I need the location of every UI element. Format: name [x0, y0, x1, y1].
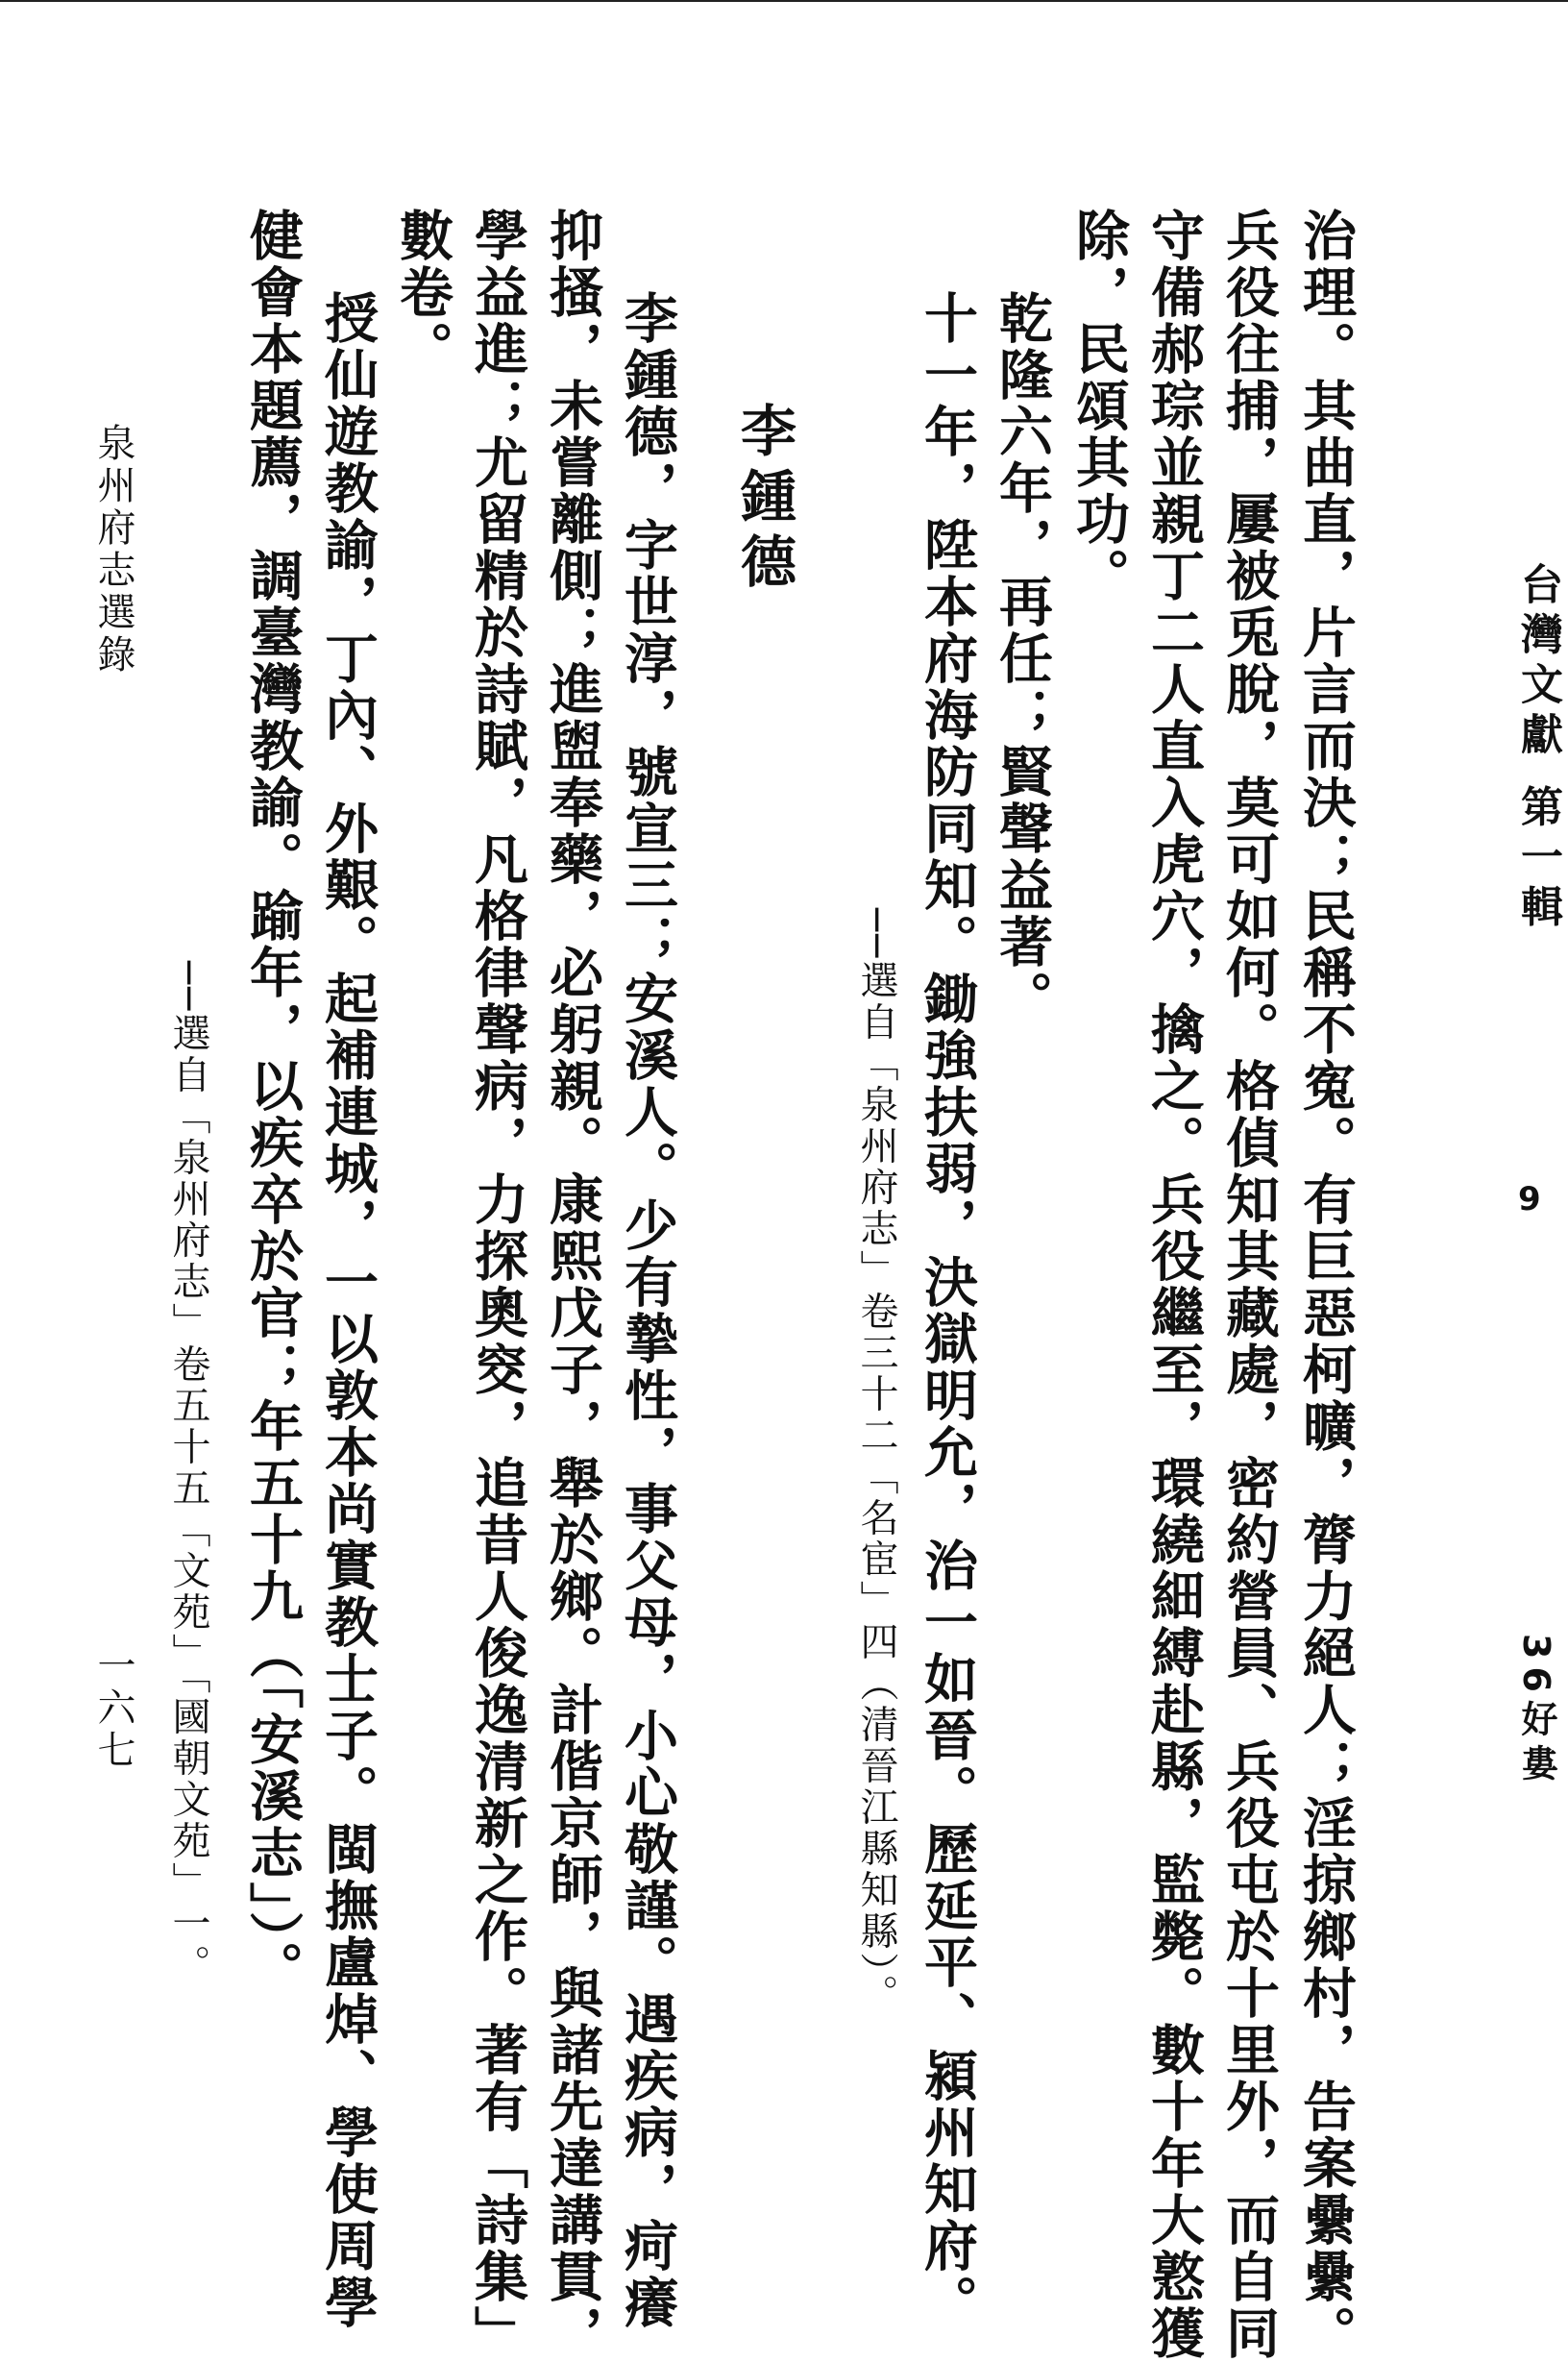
citation-1: ──選自「泉州府志」卷三十二「名宦」四（清晉江縣知縣）。 [854, 908, 898, 2016]
text-column-2: 兵役往捕，屢被兎脫，莫可如何。格偵知其藏處，密約營員、兵役屯於十里外，而自同 [1217, 208, 1281, 2362]
text-column-6: 十一年，陞本府海防同知。鋤強扶弱，決獄明允，治一如晉。歷延平、潁州知府。 [916, 290, 979, 2331]
bio-column-6: 健會本題薦，調臺灣教諭。踰年，以疾卒於官；年五十九（「安溪志」）。 [241, 208, 305, 1998]
top-rule [0, 0, 1568, 2]
bio-column-1: 李鍾德，字世淳，號宣三；安溪人。少有摯性，事父母，小心敬謹。遇疾病，疴癢 [616, 290, 679, 2331]
bio-column-5: 授仙遊教諭，丁內、外艱。起補連城，一以敦本尚實教士子。閩撫盧焯、學使周學 [316, 290, 380, 2331]
citation-2: ──選自「泉州府志」卷五十五「文苑」「國朝文苑」一。 [166, 961, 210, 1986]
book-title: 泉州府志選錄 [91, 423, 135, 677]
text-column-3: 守備郝琮並親丁二人直入虎穴，擒之。兵役繼至，環繞細縛赴縣，監斃。數十年大憝獲 [1142, 208, 1206, 2362]
volume-mark: 9 [1518, 1180, 1541, 1218]
page-number: 一六七 [91, 1645, 135, 1772]
text-column-5: 乾隆六年，再任；賢聲益著。 [991, 290, 1054, 1027]
bio-column-3: 學益進；尤留精於詩賦，凡格律聲病，力探奧窔，追昔人俊逸清新之作。著有「詩集」 [466, 208, 529, 2362]
handwritten-series-title: 台灣文獻 第一輯 [1513, 562, 1562, 935]
section-title: 李鍾德 [731, 402, 796, 598]
text-column-1: 治理。其曲直，片言而決；民稱不寃。有巨惡柯曠，膂力絕人；淫掠鄉村，告案纍纍。 [1294, 208, 1358, 2362]
bio-column-4: 數卷。 [391, 208, 454, 378]
handwritten-note: 36好婁 [1515, 1634, 1557, 1788]
text-column-4: 除，民頌其功。 [1067, 208, 1131, 604]
bio-column-2: 抑搔，未嘗離側；進盥奉藥，必躬親。康熙戊子，舉於鄉。計偕京師，與諸先達講貫， [541, 208, 604, 2362]
